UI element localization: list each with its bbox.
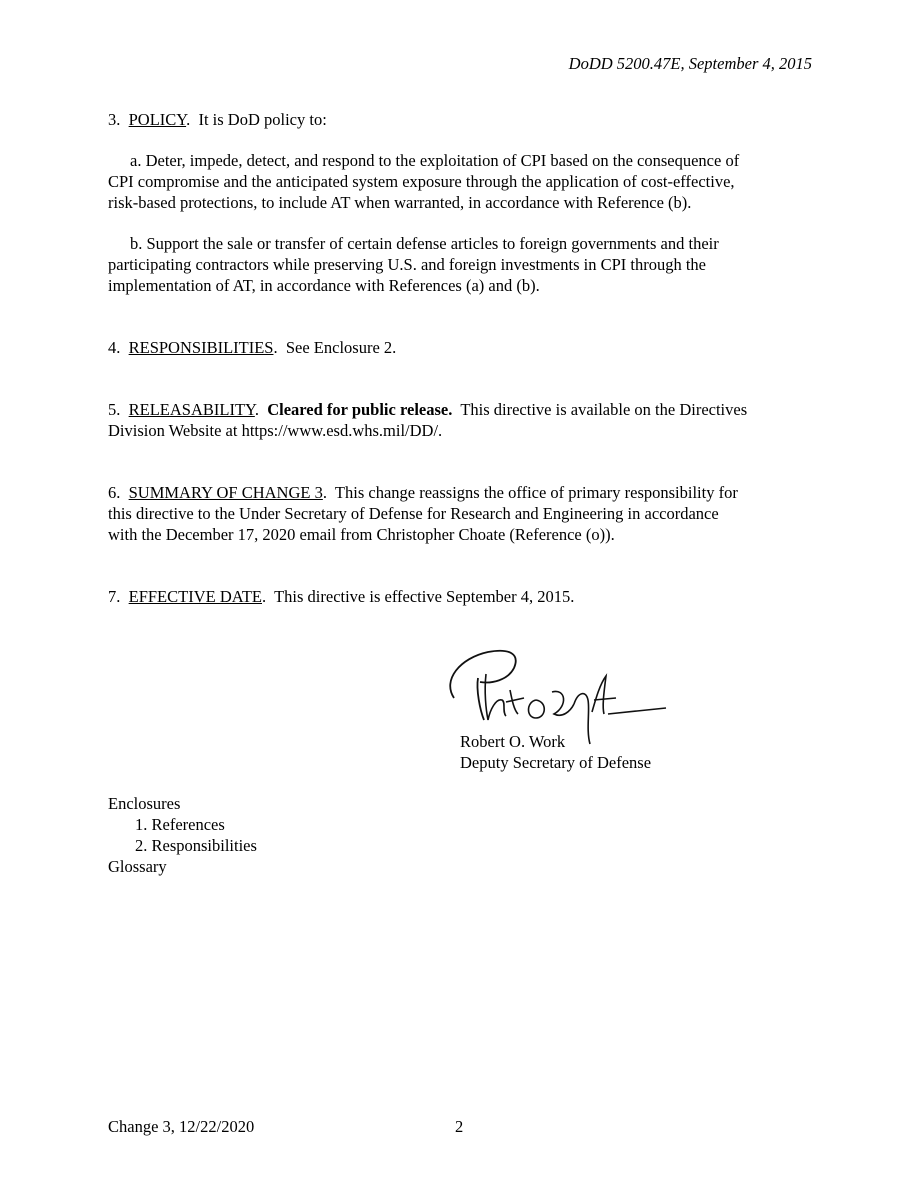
release-statement: Cleared for public release. [267,400,453,419]
section-effective-date: 7. EFFECTIVE DATE. This directive is effective September 4, 2015. [108,587,575,606]
summary-line-2: this directive to the Under Secretary of Defense for Research and Engineering in accordance [108,504,719,523]
section-title: POLICY [128,110,187,129]
releasability-line-2: Division Website at https://www.esd.whs.mil/DD/. [108,421,443,440]
page-number: 2 [455,1117,464,1136]
policy-item-b-line-3: implementation of AT, in accordance with References (a) and (b). [108,276,540,295]
section-title: SUMMARY OF CHANGE 3 [128,483,323,502]
section-intro: It is DoD policy to: [198,110,327,129]
section-title: RESPONSIBILITIES [128,338,274,357]
section-number: 4. [108,338,121,357]
footer-change: Change 3, 12/22/2020 [108,1117,255,1136]
section-title: RELEASABILITY [128,400,255,419]
glossary-label: Glossary [108,857,167,876]
policy-item-a-line-1: a. Deter, impede, detect, and respond to the exploitation of CPI based on the consequence of [130,151,740,170]
section-releasability: 5. RELEASABILITY. Cleared for public release. This directive is available on the Directives [108,400,748,419]
policy-item-b-line-1: b. Support the sale or transfer of certain defense articles to foreign governments and their [130,234,719,253]
section-text: See Enclosure 2. [285,338,397,357]
section-text: This directive is effective September 4, 2015. [274,587,575,606]
section-number: 5. [108,400,121,419]
policy-item-a-line-2: CPI compromise and the anticipated system exposure through the application of cost-effective, [108,172,735,191]
section-summary: 6. SUMMARY OF CHANGE 3. This change reassigns the office of primary responsibility for [108,483,738,502]
signer-title: Deputy Secretary of Defense [460,753,652,772]
section-number: 6. [108,483,121,502]
section-policy: 3. POLICY. It is DoD policy to: [108,110,327,129]
policy-item-a-line-3: risk-based protections, to include AT when warranted, in accordance with Reference (b). [108,193,692,212]
enclosure-item: 1. References [135,815,225,834]
document-header: DoDD 5200.47E, September 4, 2015 [568,54,812,73]
enclosure-item: 2. Responsibilities [135,836,257,855]
policy-item-b-line-2: participating contractors while preserving U.S. and foreign investments in CPI through the [108,255,706,274]
summary-line-3: with the December 17, 2020 email from Christopher Choate (Reference (o)). [108,525,615,544]
section-number: 7. [108,587,121,606]
signer-name: Robert O. Work [460,732,566,751]
section-text: This change reassigns the office of primary responsibility for [334,483,738,502]
section-responsibilities: 4. RESPONSIBILITIES. See Enclosure 2. [108,338,397,357]
section-title: EFFECTIVE DATE [128,587,262,606]
section-number: 3. [108,110,121,129]
enclosures-heading: Enclosures [108,794,181,813]
section-text: This directive is available on the Directives [460,400,748,419]
